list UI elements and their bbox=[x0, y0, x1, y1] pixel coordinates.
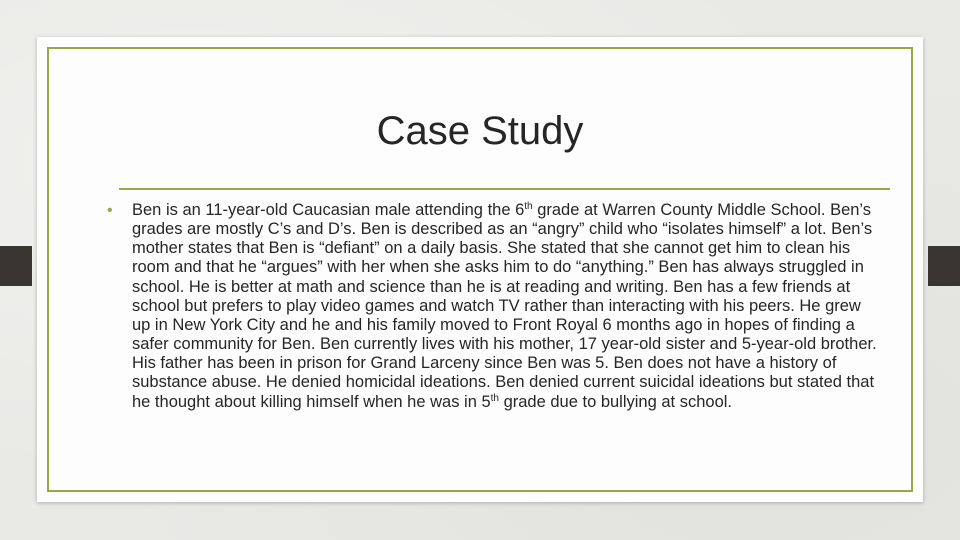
content-card bbox=[37, 37, 923, 502]
ordinal-suffix: th bbox=[490, 392, 499, 404]
case-paragraph bbox=[132, 201, 877, 412]
ordinal-suffix: th bbox=[524, 201, 533, 212]
right-edge-tab bbox=[928, 246, 960, 286]
left-edge-tab bbox=[0, 246, 32, 286]
paragraph-run: grade at Warren County Middle School. Ben’s grades are mostly C’s and D’s. Ben is described as an “angry” child who “isolates himself” a lot. Ben’s mother states that Ben is “defiant” on a daily basis. She stated that she cannot get him to clean his room and that he “argues” with her when she asks him to do “anything.” Ben has always struggled in school. He is better at math and science than he is at reading and writing. Ben has a few friends at school but prefers to play video games and watch TV rather than interacting with his peers. He grew up in New York City and he and his family moved to Front Royal 6 months ago in hopes of finding a safer community for Ben. Ben currently lives with his mother, 17 year-old sister and 5-year-old brother. His father has been in prison for Grand Larceny since Ben was 5. Ben does not have a history of substance abuse. He denied homicidal ideations. Ben denied current suicidal ideations but stated that he thought about killing himself when he was in 5 bbox=[132, 201, 877, 411]
slide-title: Case Study bbox=[376, 109, 584, 153]
paragraph-run: grade due to bullying at school. bbox=[499, 392, 732, 411]
bullet-item bbox=[107, 201, 877, 412]
title-divider bbox=[119, 188, 890, 190]
bullet-dot-icon: • bbox=[107, 202, 113, 219]
paragraph-run: Ben is an 11-year-old Caucasian male attending the 6 bbox=[132, 201, 525, 219]
